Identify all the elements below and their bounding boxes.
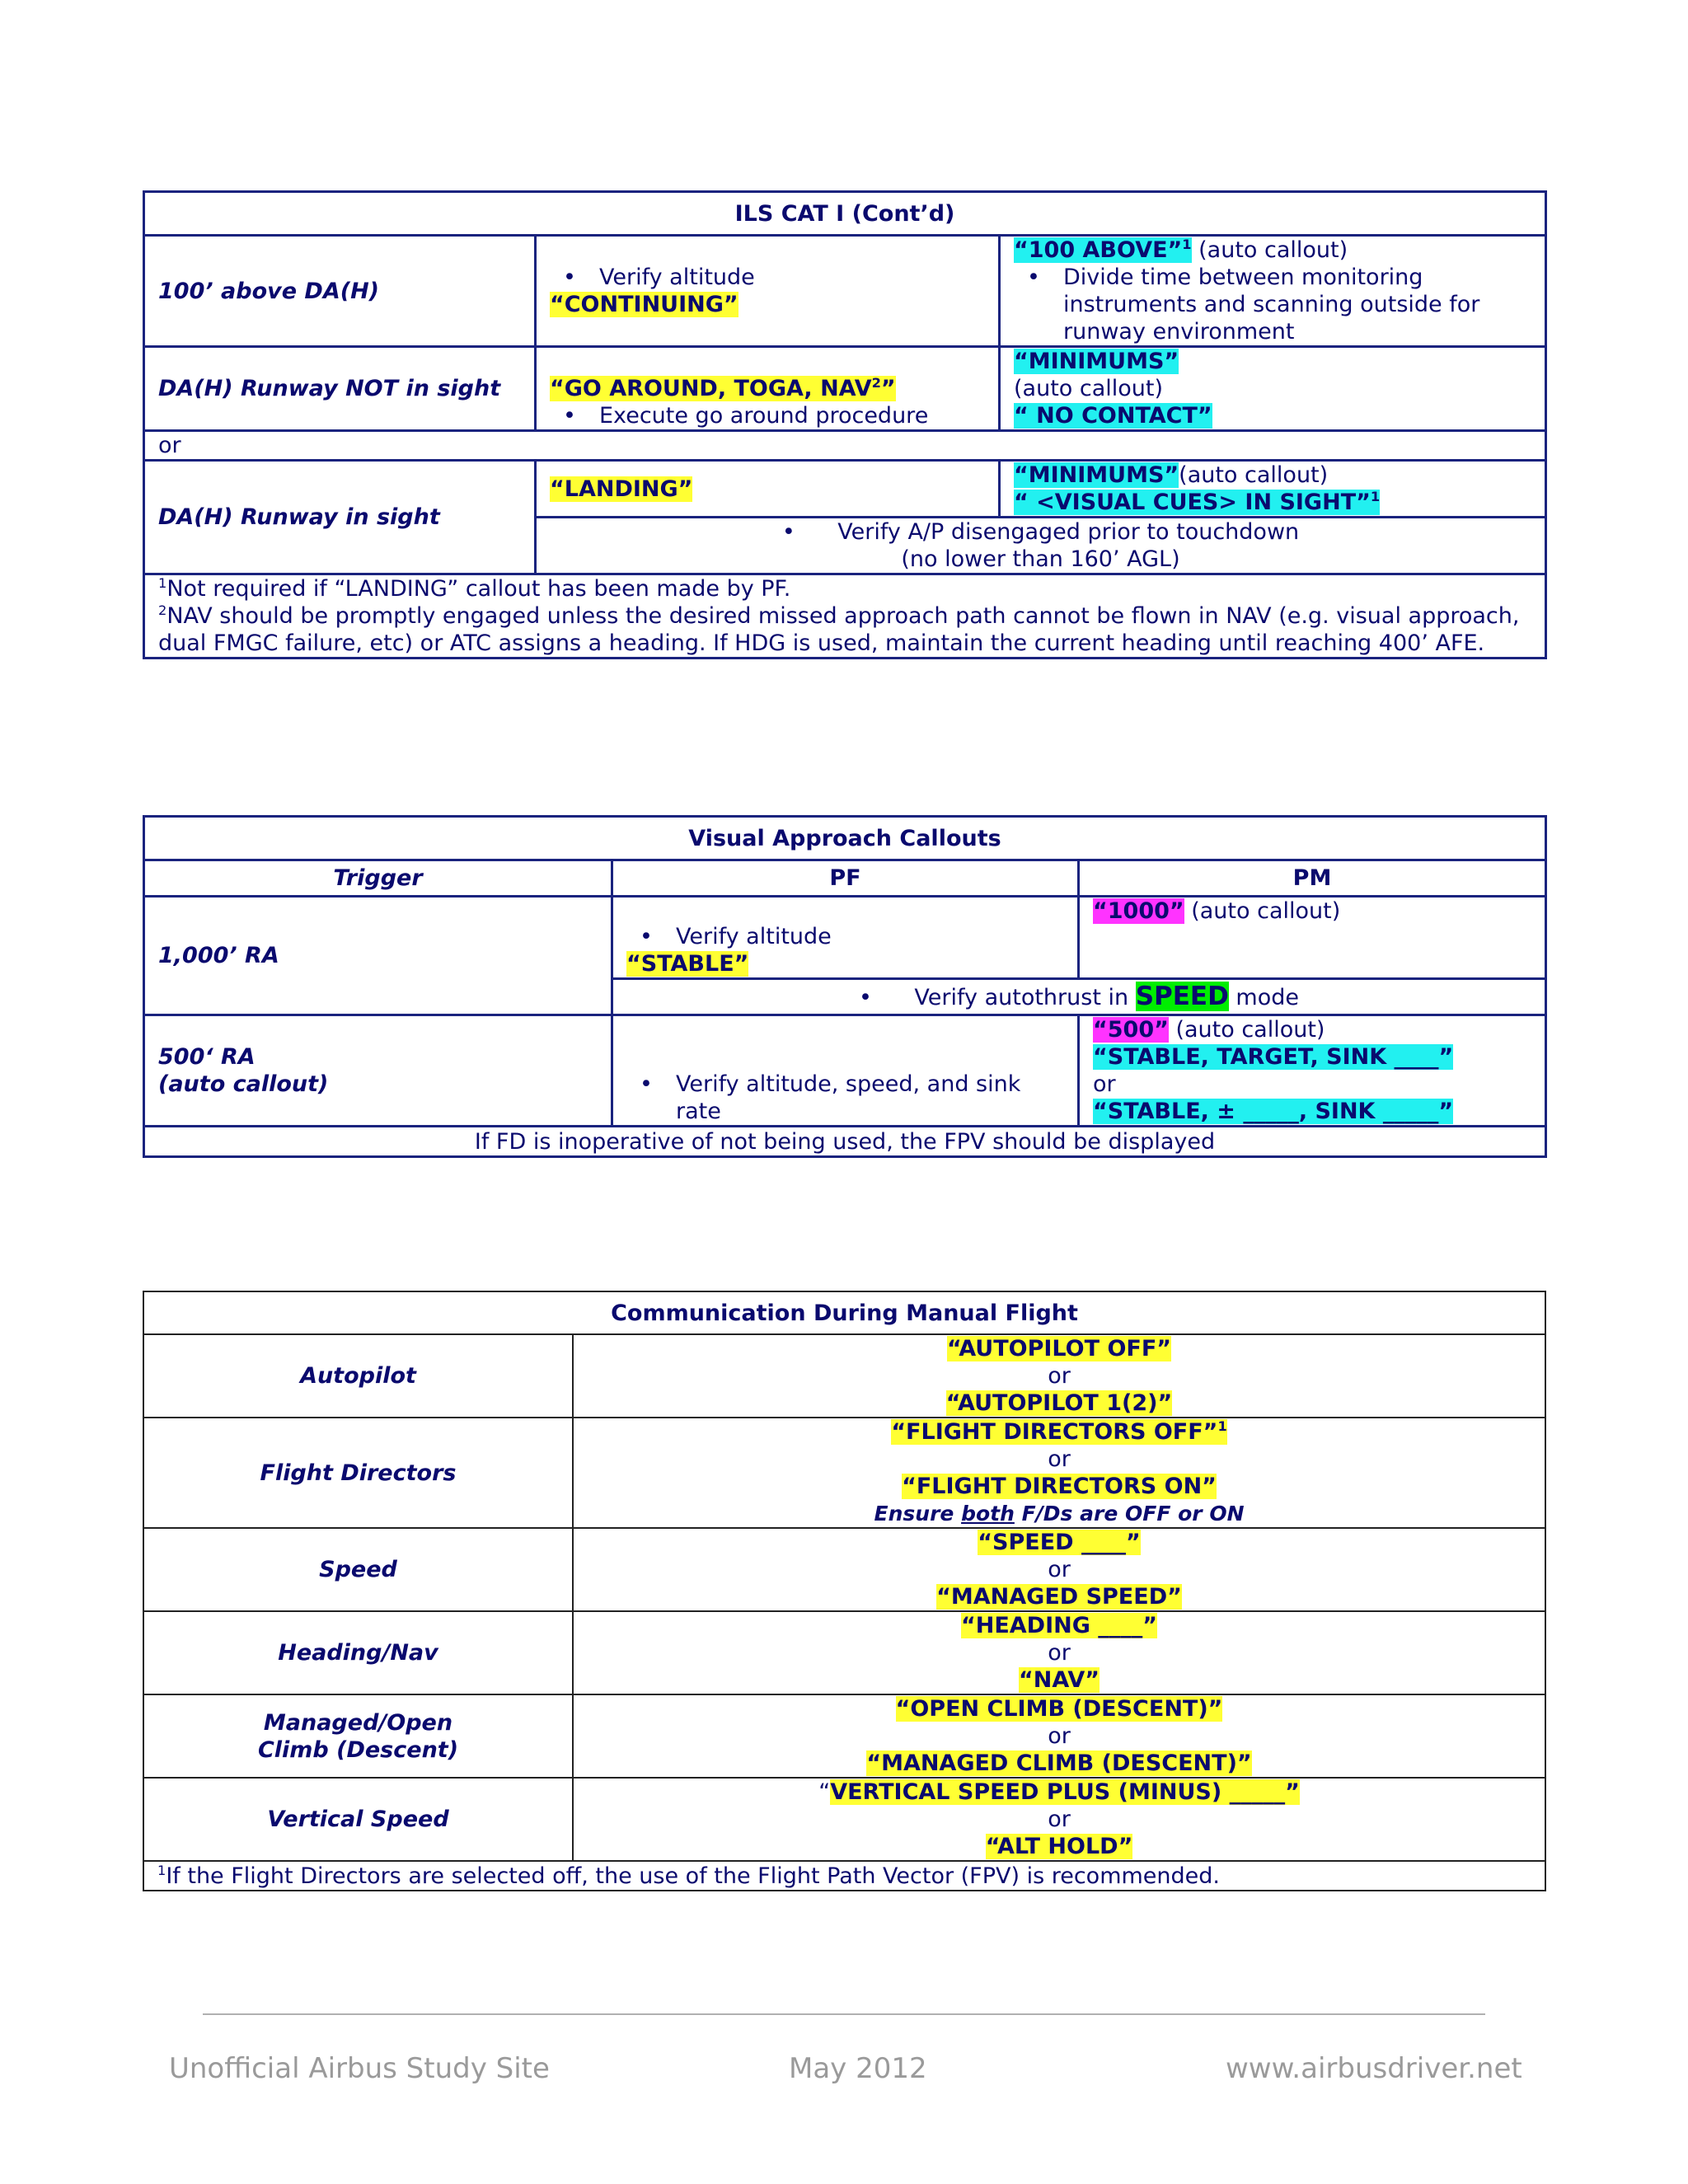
visual-pm-auto-callout: (auto callout) <box>1184 898 1341 924</box>
visual-row-500-pf <box>612 1015 1079 1127</box>
ils-pf-landing-callout: “LANDING” <box>550 476 693 502</box>
visual-approach-table <box>143 815 1547 1158</box>
fd-ensure-note: Ensure both F/Ds are OFF or ON <box>874 1502 1245 1526</box>
comm-row-heading-calls <box>573 1611 1545 1694</box>
fd-on-callout: “FLIGHT DIRECTORS ON” <box>902 1474 1217 1499</box>
autopilot-on-callout: “AUTOPILOT 1(2)” <box>945 1390 1173 1416</box>
visual-row-autothrust <box>612 979 1546 1015</box>
ils-row-no-sight-label: DA(H) Runway NOT in sight <box>144 347 536 431</box>
managed-speed-callout: “MANAGED SPEED” <box>936 1584 1182 1610</box>
autopilot-off-callout: “AUTOPILOT OFF” <box>946 1336 1172 1361</box>
comm-row-autopilot-label: Autopilot <box>143 1334 573 1418</box>
comm-row-speed-label: Speed <box>143 1528 573 1611</box>
comm-or: or <box>1048 1446 1071 1472</box>
ils-pm-divide-time: • Divide time between monitoring instruments and scanning outside for runway environment <box>1014 264 1531 345</box>
comm-or: or <box>1048 1807 1071 1832</box>
comm-table-title: Communication During Manual Flight <box>143 1291 1545 1334</box>
speed-mode-indicator: SPEED <box>1135 981 1229 1011</box>
ils-row-100-above-pf <box>536 236 1000 347</box>
fd-off-callout: “FLIGHT DIRECTORS OFF”$^1$ <box>891 1418 1227 1445</box>
ils-row-in-sight-shared <box>536 518 1546 574</box>
open-climb-callout: “OPEN CLIMB (DESCENT)” <box>895 1696 1223 1722</box>
visual-row-1000-label: 1,000’ RA <box>144 897 612 1015</box>
vs-callout: “VERTICAL SPEED PLUS (MINUS) _____” <box>818 1779 1300 1805</box>
visual-verify-autothrust: • Verify autothrust in SPEED mode <box>858 981 1299 1011</box>
ils-pf-execute-go-around: • Execute go around procedure <box>550 402 985 429</box>
ils-or-row: or <box>144 431 1546 461</box>
visual-col-pm: PM <box>1079 860 1546 897</box>
visual-pm-1000-callout: “1000” <box>1093 898 1184 924</box>
visual-row-500-label: 500‘ RA (auto callout) <box>144 1015 612 1127</box>
visual-pf-verify-altitude-speed-sink: • Verify altitude, speed, and sink rate <box>626 1071 1064 1125</box>
visual-row-1000-pf <box>612 897 1079 979</box>
visual-col-pf: PF <box>612 860 1079 897</box>
comm-row-vs-label: Vertical Speed <box>143 1778 573 1861</box>
heading-callout: “HEADING ____” <box>960 1613 1158 1638</box>
visual-col-trigger: Trigger <box>144 860 612 897</box>
comm-row-autopilot-calls <box>573 1334 1545 1418</box>
comm-row-speed-calls <box>573 1528 1545 1611</box>
ils-pf-go-around-callout: “GO AROUND, TOGA, NAV$^2$” <box>550 375 896 401</box>
ils-verify-ap-disengaged: • Verify A/P disengaged prior to touchdown <box>781 519 1300 545</box>
visual-pf-verify-altitude: • Verify altitude <box>626 923 1064 950</box>
ils-footnote-1: $^1$Not required if “LANDING” callout has been made by PF. <box>158 575 791 602</box>
ils-row-100-above-label: 100’ above DA(H) <box>144 236 536 347</box>
comm-or: or <box>1048 1363 1071 1389</box>
managed-climb-callout: “MANAGED CLIMB (DESCENT)” <box>866 1750 1252 1776</box>
comm-or: or <box>1048 1640 1071 1666</box>
visual-row-500-pm <box>1079 1015 1546 1127</box>
visual-pm-or: or <box>1093 1071 1116 1097</box>
comm-or: or <box>1048 1723 1071 1749</box>
visual-row-1000-pm <box>1079 897 1546 979</box>
ils-pm-minimums-callout: “MINIMUMS” <box>1014 349 1179 374</box>
ils-pf-continuing-callout: “CONTINUING” <box>550 292 738 317</box>
footer-left: Unofficial Airbus Study Site <box>169 2052 550 2085</box>
comm-row-fd-calls <box>573 1418 1545 1528</box>
ils-pm-100-above-callout: “100 ABOVE”$^1$ <box>1014 237 1192 263</box>
ils-row-no-sight-pf <box>536 347 1000 431</box>
ils-row-no-sight-pm <box>1000 347 1546 431</box>
comm-row-climb-calls <box>573 1694 1545 1778</box>
ils-pm-auto-callout-3: (auto callout) <box>1179 462 1329 488</box>
ils-cat1-table <box>143 190 1547 659</box>
ils-footnote-2: $^2$NAV should be promptly engaged unless the desired missed approach path cannot be flown in NAV (e.g. visual approach, dual FMGC failure, etc) or ATC assigns a heading. If HDG is used, maintain the current heading until reaching 400’ AFE. <box>158 602 1520 656</box>
ils-row-in-sight-pf <box>536 461 1000 518</box>
comm-row-climb-label: Managed/Open Climb (Descent) <box>143 1694 573 1778</box>
footer-divider <box>203 2013 1485 2015</box>
footer-url[interactable]: www.airbusdriver.net <box>1226 2052 1522 2085</box>
ils-pm-visual-cues-callout: “ <VISUAL CUES> IN SIGHT”$^1$ <box>1014 489 1381 515</box>
visual-pf-stable-callout: “STABLE” <box>626 951 749 977</box>
visual-pm-auto-callout-2: (auto callout) <box>1168 1017 1325 1043</box>
ils-footnotes <box>144 574 1546 658</box>
comm-row-fd-label: Flight Directors <box>143 1418 573 1528</box>
ils-pm-minimums-callout-2: “MINIMUMS” <box>1014 462 1179 488</box>
ils-pf-verify-altitude: • Verify altitude <box>550 264 985 291</box>
ils-pm-no-contact-callout: “ NO CONTACT” <box>1014 403 1212 429</box>
ils-no-lower-than: (no lower than 160’ AGL) <box>901 546 1180 572</box>
comm-or: or <box>1048 1557 1071 1582</box>
visual-pm-stable-target-sink: “STABLE, TARGET, SINK ____” <box>1093 1044 1454 1070</box>
comm-footnote: $^1$If the Flight Directors are selected off, the use of the Flight Path Vector (FPV) is recommended. <box>143 1861 1545 1891</box>
ils-pm-auto-callout: (auto callout) <box>1191 237 1348 263</box>
visual-pm-stable-plusminus-sink: “STABLE, ± _____, SINK _____” <box>1093 1099 1454 1124</box>
comm-row-vs-calls <box>573 1778 1545 1861</box>
visual-pm-500-callout: “500” <box>1093 1017 1169 1043</box>
ils-row-in-sight-label: DA(H) Runway in sight <box>144 461 536 574</box>
ils-row-100-above-pm <box>1000 236 1546 347</box>
nav-callout: “NAV” <box>1018 1667 1100 1693</box>
comm-manual-flight-table <box>143 1291 1546 1891</box>
visual-table-title: Visual Approach Callouts <box>144 817 1546 860</box>
speed-callout: “SPEED ____” <box>978 1530 1141 1555</box>
comm-row-heading-label: Heading/Nav <box>143 1611 573 1694</box>
footer-date: May 2012 <box>789 2052 927 2085</box>
ils-pm-auto-callout-2: (auto callout) <box>1014 376 1164 401</box>
ils-row-in-sight-pm <box>1000 461 1546 518</box>
visual-fpv-note: If FD is inoperative of not being used, the FPV should be displayed <box>144 1127 1546 1157</box>
ils-table-title: ILS CAT I (Cont’d) <box>144 192 1546 236</box>
alt-hold-callout: “ALT HOLD” <box>985 1834 1133 1859</box>
